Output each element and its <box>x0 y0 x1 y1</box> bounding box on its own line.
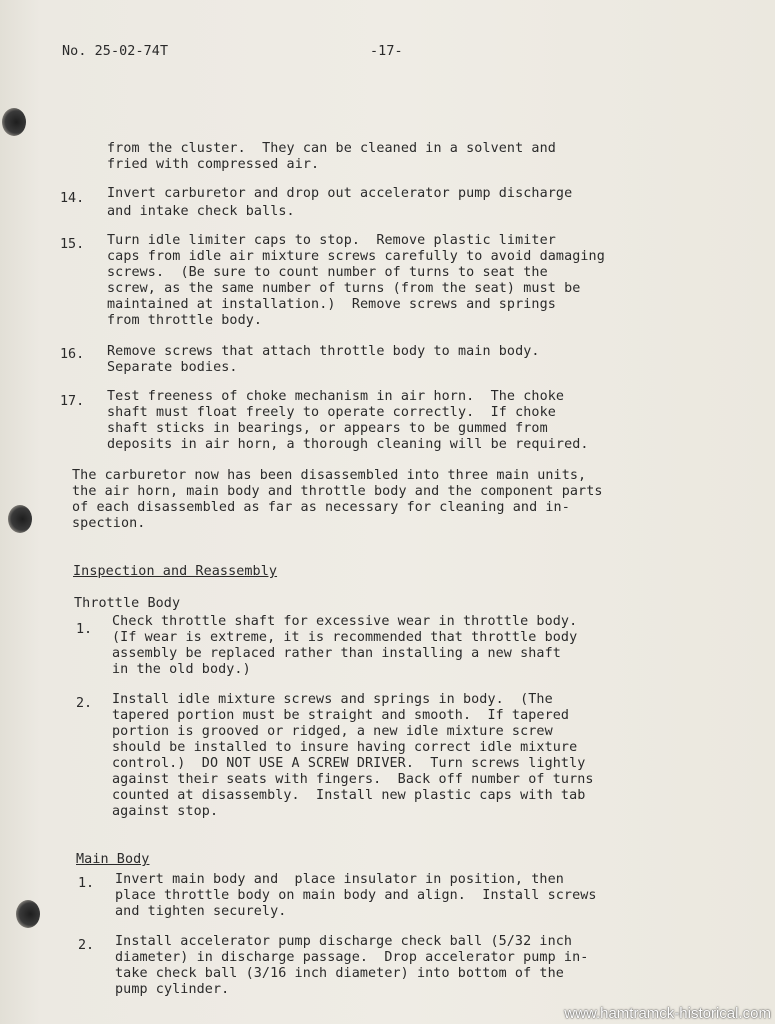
paragraph-line: Test freeness of choke mechanism in air horn. The choke <box>107 389 565 404</box>
watermark: www.hamtramck-historical.com <box>564 1005 771 1022</box>
paragraph-line: place throttle body on main body and align. Install screws <box>115 888 597 903</box>
paragraph-line: should be installed to insure having correct idle mixture <box>112 740 578 755</box>
paragraph-line: assembly be replaced rather than installing a new shaft <box>112 646 561 661</box>
paragraph-line: Check throttle shaft for excessive wear in throttle body. <box>112 614 578 629</box>
paragraph-line: Remove screws that attach throttle body to main body. <box>107 344 540 359</box>
paragraph-line: fried with compressed air. <box>107 157 320 172</box>
paragraph-line: and intake check balls. <box>107 204 295 219</box>
paragraph-line: from the cluster. They can be cleaned in a solvent and <box>107 141 556 156</box>
paragraph-line: tapered portion must be straight and smooth. If tapered <box>112 708 570 723</box>
step-number: 17. <box>60 394 85 409</box>
paragraph-line: Install accelerator pump discharge check ball (5/32 inch <box>115 934 573 949</box>
paragraph-line: of each disassembled as far as necessary for cleaning and in- <box>72 500 570 515</box>
paragraph-line: caps from idle air mixture screws carefully to avoid damaging <box>107 249 605 264</box>
paragraph-line: shaft sticks in bearings, or appears to be gummed from <box>107 421 548 436</box>
paragraph-line: control.) DO NOT USE A SCREW DRIVER. Turn screws lightly <box>112 756 586 771</box>
subsection-heading: Throttle Body <box>74 596 181 611</box>
step-number: 14. <box>60 191 85 206</box>
paragraph-line: the air horn, main body and throttle body and the component parts <box>72 484 603 499</box>
paragraph-line: and tighten securely. <box>115 904 287 919</box>
binder-hole <box>8 505 32 533</box>
paragraph-line: against stop. <box>112 804 219 819</box>
paragraph-line: Turn idle limiter caps to stop. Remove plastic limiter <box>107 233 556 248</box>
paragraph-line: Invert carburetor and drop out accelerator pump discharge <box>107 186 573 201</box>
paragraph-line: screws. (Be sure to count number of turns to seat the <box>107 265 548 280</box>
paragraph-line: Separate bodies. <box>107 360 238 375</box>
paragraph-line: pump cylinder. <box>115 982 230 997</box>
binder-hole <box>16 900 40 928</box>
step-number: 2. <box>76 696 93 711</box>
paragraph-line: Invert main body and place insulator in position, then <box>115 872 564 887</box>
paragraph-line: against their seats with fingers. Back off number of turns <box>112 772 594 787</box>
document-number: No. 25-02-74T <box>62 44 169 59</box>
paragraph-line: Install idle mixture screws and springs in body. (The <box>112 692 553 707</box>
subsection-heading: Main Body <box>76 852 150 867</box>
paragraph-line: The carburetor now has been disassembled into three main units, <box>72 468 587 483</box>
binder-hole <box>2 108 26 136</box>
paragraph-line: shaft must float freely to operate correctly. If choke <box>107 405 556 420</box>
section-heading: Inspection and Reassembly <box>73 564 278 579</box>
paragraph-line: in the old body.) <box>112 662 251 677</box>
paragraph-line: maintained at installation.) Remove screws and springs <box>107 297 556 312</box>
step-number: 15. <box>60 237 85 252</box>
paragraph-line: deposits in air horn, a thorough cleaning will be required. <box>107 437 589 452</box>
paragraph-line: diameter) in discharge passage. Drop accelerator pump in- <box>115 950 589 965</box>
paragraph-line: spection. <box>72 516 146 531</box>
paragraph-line: (If wear is extreme, it is recommended that throttle body <box>112 630 578 645</box>
step-number: 2. <box>78 938 95 953</box>
paragraph-line: from throttle body. <box>107 313 263 328</box>
paragraph-line: portion is grooved or ridged, a new idle mixture screw <box>112 724 553 739</box>
paragraph-line: screw, as the same number of turns (from the seat) must be <box>107 281 581 296</box>
step-number: 1. <box>76 622 93 637</box>
paragraph-line: take check ball (3/16 inch diameter) into bottom of the <box>115 966 564 981</box>
page-number: -17- <box>370 44 403 59</box>
step-number: 16. <box>60 347 85 362</box>
paragraph-line: counted at disassembly. Install new plastic caps with tab <box>112 788 586 803</box>
step-number: 1. <box>78 876 95 891</box>
